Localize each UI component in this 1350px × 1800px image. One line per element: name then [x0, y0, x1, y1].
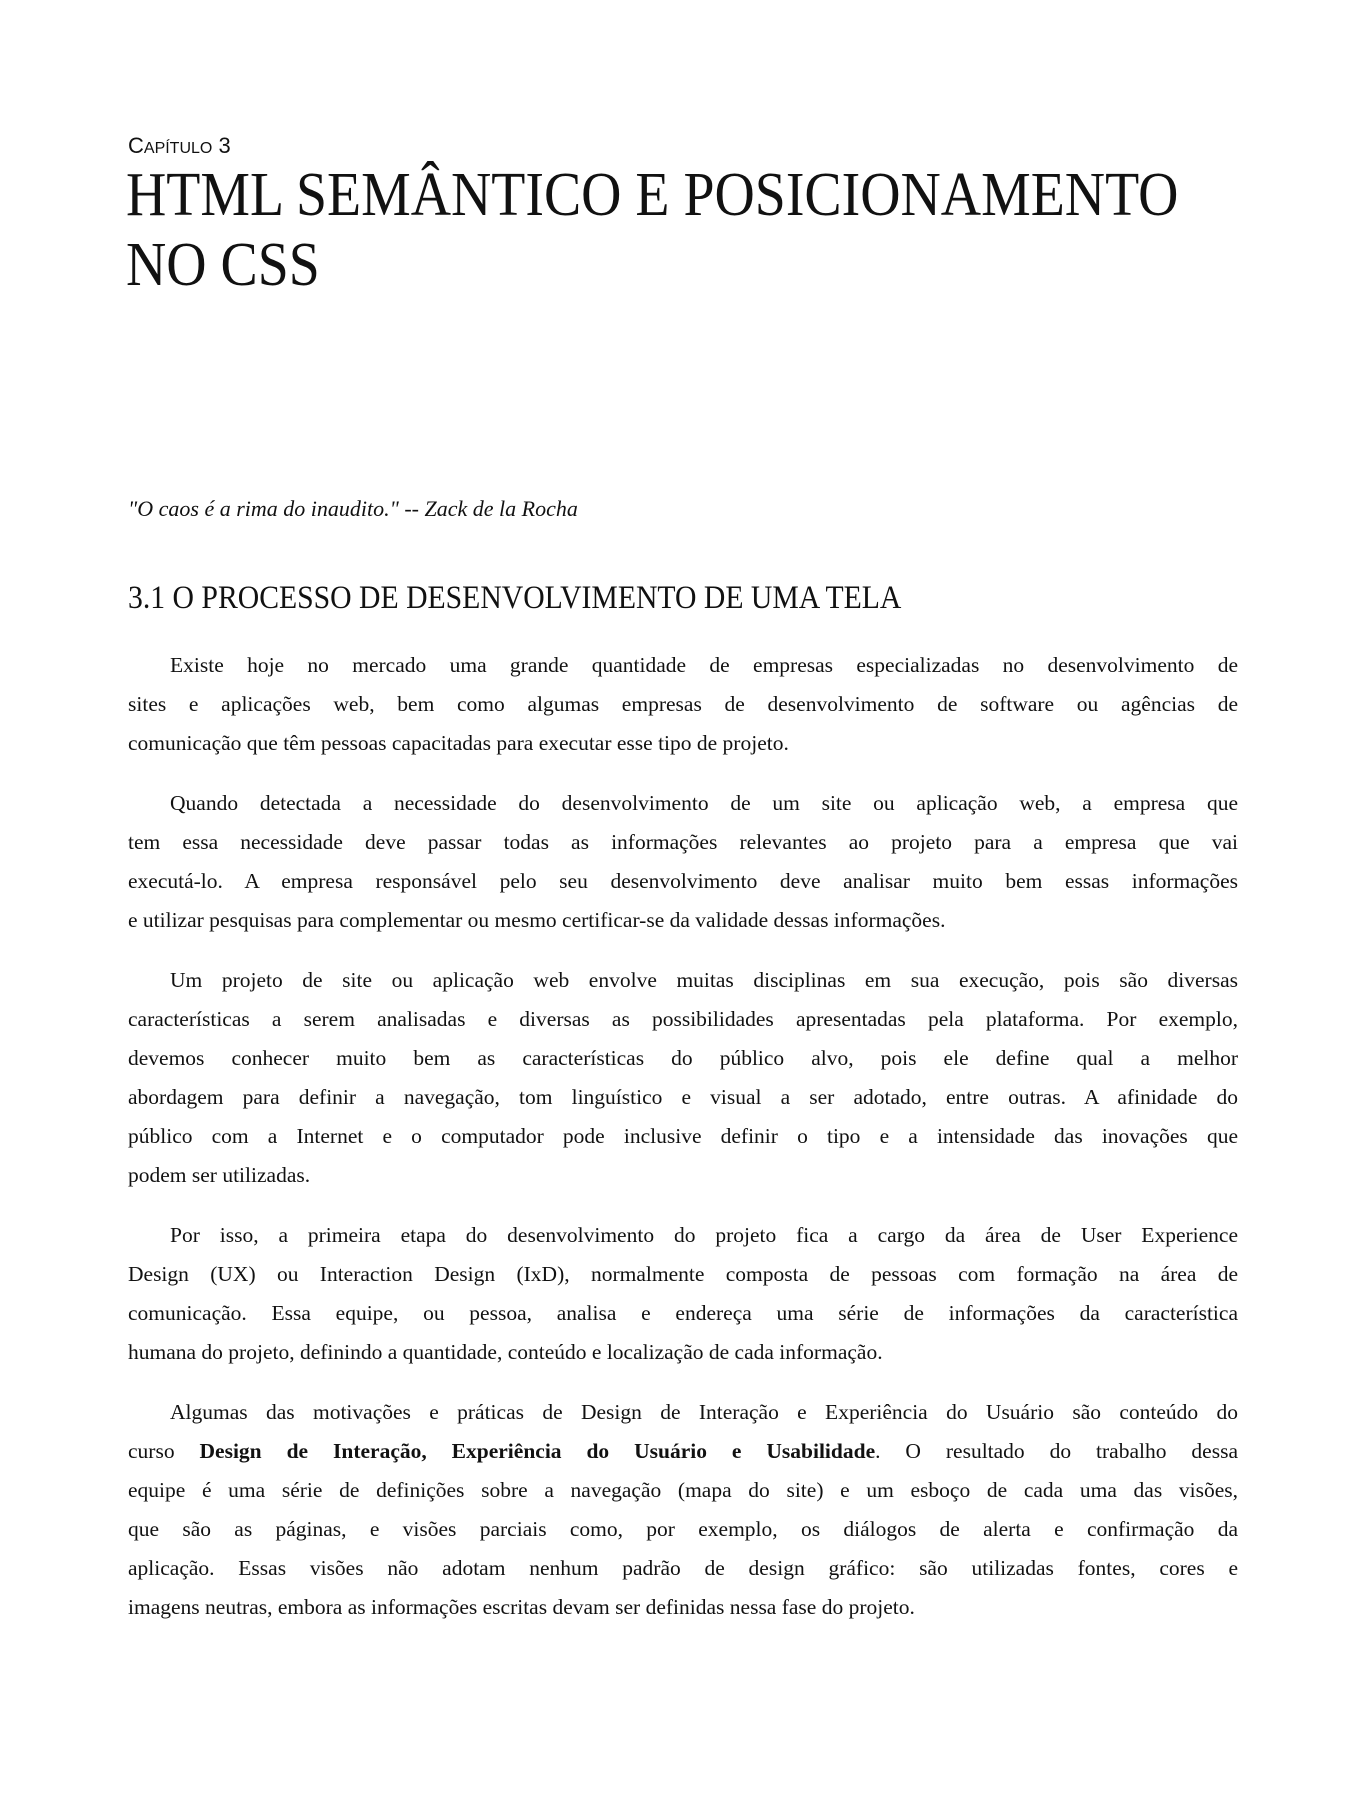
paragraph [128, 784, 1238, 940]
text-line: devemos conhecer muito bem as características do público alvo, pois ele define qual a melhor [128, 1046, 1238, 1070]
text-fragment: curso [128, 1439, 200, 1463]
text-line: Por isso, a primeira etapa do desenvolvimento do projeto fica a cargo da área de User Experience [170, 1223, 1238, 1247]
text-line: Um projeto de site ou aplicação web envolve muitas disciplinas em sua execução, pois são diversas [170, 968, 1238, 992]
epigraph: "O caos é a rima do inaudito." -- Zack de la Rocha [128, 496, 578, 521]
text-line: Existe hoje no mercado uma grande quantidade de empresas especializadas no desenvolvimento de [170, 653, 1238, 677]
body-text [128, 646, 1238, 1648]
text-line: características a serem analisadas e diversas as possibilidades apresentadas pela plataforma. Por exemplo, [128, 1007, 1238, 1031]
paragraph [128, 1216, 1238, 1372]
paragraph [128, 1393, 1238, 1627]
text-line: imagens neutras, embora as informações escritas devam ser definidas nessa fase do projeto. [128, 1595, 915, 1619]
text-line: Algumas das motivações e práticas de Design de Interação e Experiência do Usuário são conteúdo do [170, 1400, 1238, 1424]
text-line: aplicação. Essas visões não adotam nenhum padrão de design gráfico: são utilizadas fontes, cores e [128, 1556, 1238, 1580]
text-line: comunicação que têm pessoas capacitadas para executar esse tipo de projeto. [128, 731, 789, 755]
text-fragment: . O resultado do trabalho dessa [875, 1439, 1238, 1463]
course-name: Design de Interação, Experiência do Usuário e Usabilidade [199, 1439, 876, 1463]
text-line: podem ser utilizadas. [128, 1163, 311, 1187]
text-line: comunicação. Essa equipe, ou pessoa, analisa e endereça uma série de informações da característica [128, 1301, 1238, 1325]
chapter-number: 3 [218, 133, 231, 158]
text-line: Quando detectada a necessidade do desenvolvimento de um site ou aplicação web, a empresa que [170, 791, 1238, 815]
text-line: público com a Internet e o computador pode inclusive definir o tipo e a intensidade das inovações que [128, 1124, 1238, 1148]
section-heading: 3.1 O PROCESSO DE DESENVOLVIMENTO DE UMA TELA [128, 580, 902, 616]
chapter-title-line-2: NO CSS [126, 231, 320, 299]
text-line: tem essa necessidade deve passar todas as informações relevantes ao projeto para a empresa que vai [128, 830, 1238, 854]
chapter-label-initial: C [128, 133, 144, 158]
text-line: equipe é uma série de definições sobre a navegação (mapa do site) e um esboço de cada uma das visões, [128, 1478, 1238, 1502]
chapter-title-line-1: HTML SEMÂNTICO E POSICIONAMENTO [126, 161, 1179, 229]
chapter-label-rest: APÍTULO [143, 140, 213, 157]
text-line: humana do projeto, definindo a quantidade, conteúdo e localização de cada informação. [128, 1340, 883, 1364]
chapter-title [126, 160, 1178, 300]
text-line: executá-lo. A empresa responsável pelo seu desenvolvimento deve analisar muito bem essas informações [128, 869, 1238, 893]
text-line: que são as páginas, e visões parciais como, por exemplo, os diálogos de alerta e confirmação da [128, 1517, 1238, 1541]
paragraph [128, 961, 1238, 1195]
chapter-label [128, 133, 231, 159]
text-line: sites e aplicações web, bem como algumas empresas de desenvolvimento de software ou agências de [128, 692, 1238, 716]
text-line: abordagem para definir a navegação, tom linguístico e visual a ser adotado, entre outras. A afinidade do [128, 1085, 1238, 1109]
paragraph [128, 646, 1238, 763]
text-line: Design (UX) ou Interaction Design (IxD), normalmente composta de pessoas com formação na área de [128, 1262, 1238, 1286]
text-line: e utilizar pesquisas para complementar ou mesmo certificar-se da validade dessas informações. [128, 908, 946, 932]
text-line [128, 1432, 1238, 1471]
